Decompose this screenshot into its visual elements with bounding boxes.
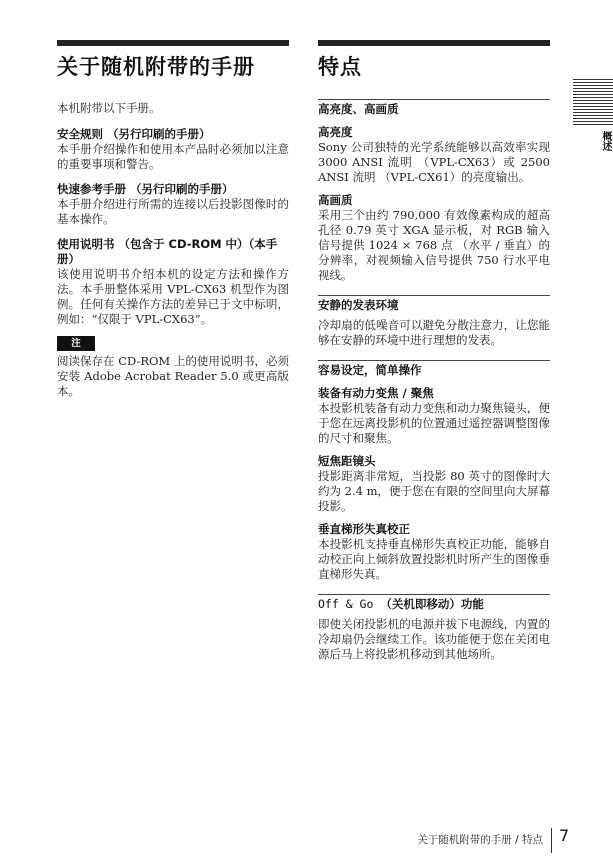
section-heading: 容易设定，简单操作 [318,363,422,377]
features-title: 特点 [318,55,362,79]
feature-item [318,454,550,514]
manual-quick-reference [57,182,289,227]
section-divider [318,360,550,361]
intro-text: 本机附带以下手册。 [57,101,161,115]
page-number: 7 [559,826,570,845]
manual-heading: 使用说明书 （包含于 CD-ROM 中）（本手册） [57,237,278,266]
section-divider [318,99,550,100]
manual-operating-instructions [57,237,289,327]
section-heading: 高亮度、高画质 [318,102,399,116]
note-body: 阅读保存在 CD-ROM 上的使用说明书，必须安装 Adobe Acrobat Reader 5.0 或更高版本。 [57,354,289,398]
chapter-tab [573,79,613,157]
section-off-and-go [318,594,550,662]
page-footer [0,826,613,868]
feature-body: 本投影机装备有动力变焦和动力聚焦镜头，便于您在远离投影机的位置通过遥控器调整图像的尺寸和聚焦。 [318,401,550,445]
feature-body: 本投影机支持垂直梯形失真校正功能，能够自动校正向上倾斜放置投影机时所产生的图像垂直梯形失真。 [318,537,550,581]
manual-safety [57,127,289,172]
section-heading-prefix: Off & Go [318,597,374,611]
section-divider [318,295,550,296]
feature-body: 采用三个由约 790,000 有效像素构成的超高孔径 0.79 英寸 XGA 显示板，对 RGB 输入信号提供 1024 × 768 点 （水平 / 垂直）的分辨率，对视频输入信号提供 750 行水平电视线。 [318,208,550,282]
footer-divider [551,828,552,853]
title-bar [57,40,289,46]
section-heading [318,597,550,612]
footer-section-title: 关于随机附带的手册 / 特点 [417,834,543,846]
section-body: 即使关闭投影机的电源并拔下电源线，内置的冷却扇仍会继续工作。该功能便于您在关闭电源后马上将投影机移动到其他场所。 [318,617,550,661]
manual-body: 本手册介绍进行所需的连接以后投影图像时的基本操作。 [57,197,289,226]
note-label: 注 [57,336,95,351]
feature-title: 高亮度 [318,125,353,139]
section-quiet-environment [318,295,550,348]
section-easy-setup [318,360,550,582]
feature-item [318,386,550,446]
section-heading-text: （关机即移动）功能 [380,597,484,611]
section-divider [318,594,550,595]
manual-heading: 快速参考手册 （另行印刷的手册） [57,182,234,196]
feature-body: 投影距离非常短，当投影 80 英寸的图像时大约为 2.4 m，便于您在有限的空间里向大屏幕投影。 [318,469,551,513]
section-body: 冷却扇的低噪音可以避免分散注意力，让您能够在安静的环境中进行理想的发表。 [318,318,550,347]
feature-item [318,522,550,582]
section-brightness-quality [318,99,550,283]
chapter-tab-label: 概述 [600,131,611,151]
left-column [57,40,289,399]
feature-title: 短焦距镜头 [318,454,376,468]
feature-title: 垂直梯形失真校正 [318,522,410,536]
title-bar [318,40,550,46]
page-title: 关于随机附带的手册 [57,55,255,79]
feature-body: Sony 公司独特的光学系统能够以高效率实现 3000 ANSI 流明 （VPL-CX63）或 2500 ANSI 流明 （VPL-CX61）的亮度输出。 [318,140,550,184]
right-column [318,40,550,662]
feature-title: 装备有动力变焦 / 聚焦 [318,386,434,400]
manual-body: 该使用说明书介绍本机的设定方法和操作方法。本手册整体采用 VPL-CX63 机型作为图例。任何有关操作方法的差异已于文中标明，例如：“仅限于 VPL-CX63”。 [57,267,289,326]
feature-title: 高画质 [318,193,353,207]
chapter-tab-stripes [573,79,613,125]
manual-body: 本手册介绍操作和使用本产品时必须加以注意的重要事项和警告。 [57,142,289,171]
feature-item [318,193,550,283]
manual-heading: 安全规则 （另行印刷的手册） [57,127,211,141]
feature-item [318,125,550,185]
section-heading: 安静的发表环境 [318,298,399,312]
